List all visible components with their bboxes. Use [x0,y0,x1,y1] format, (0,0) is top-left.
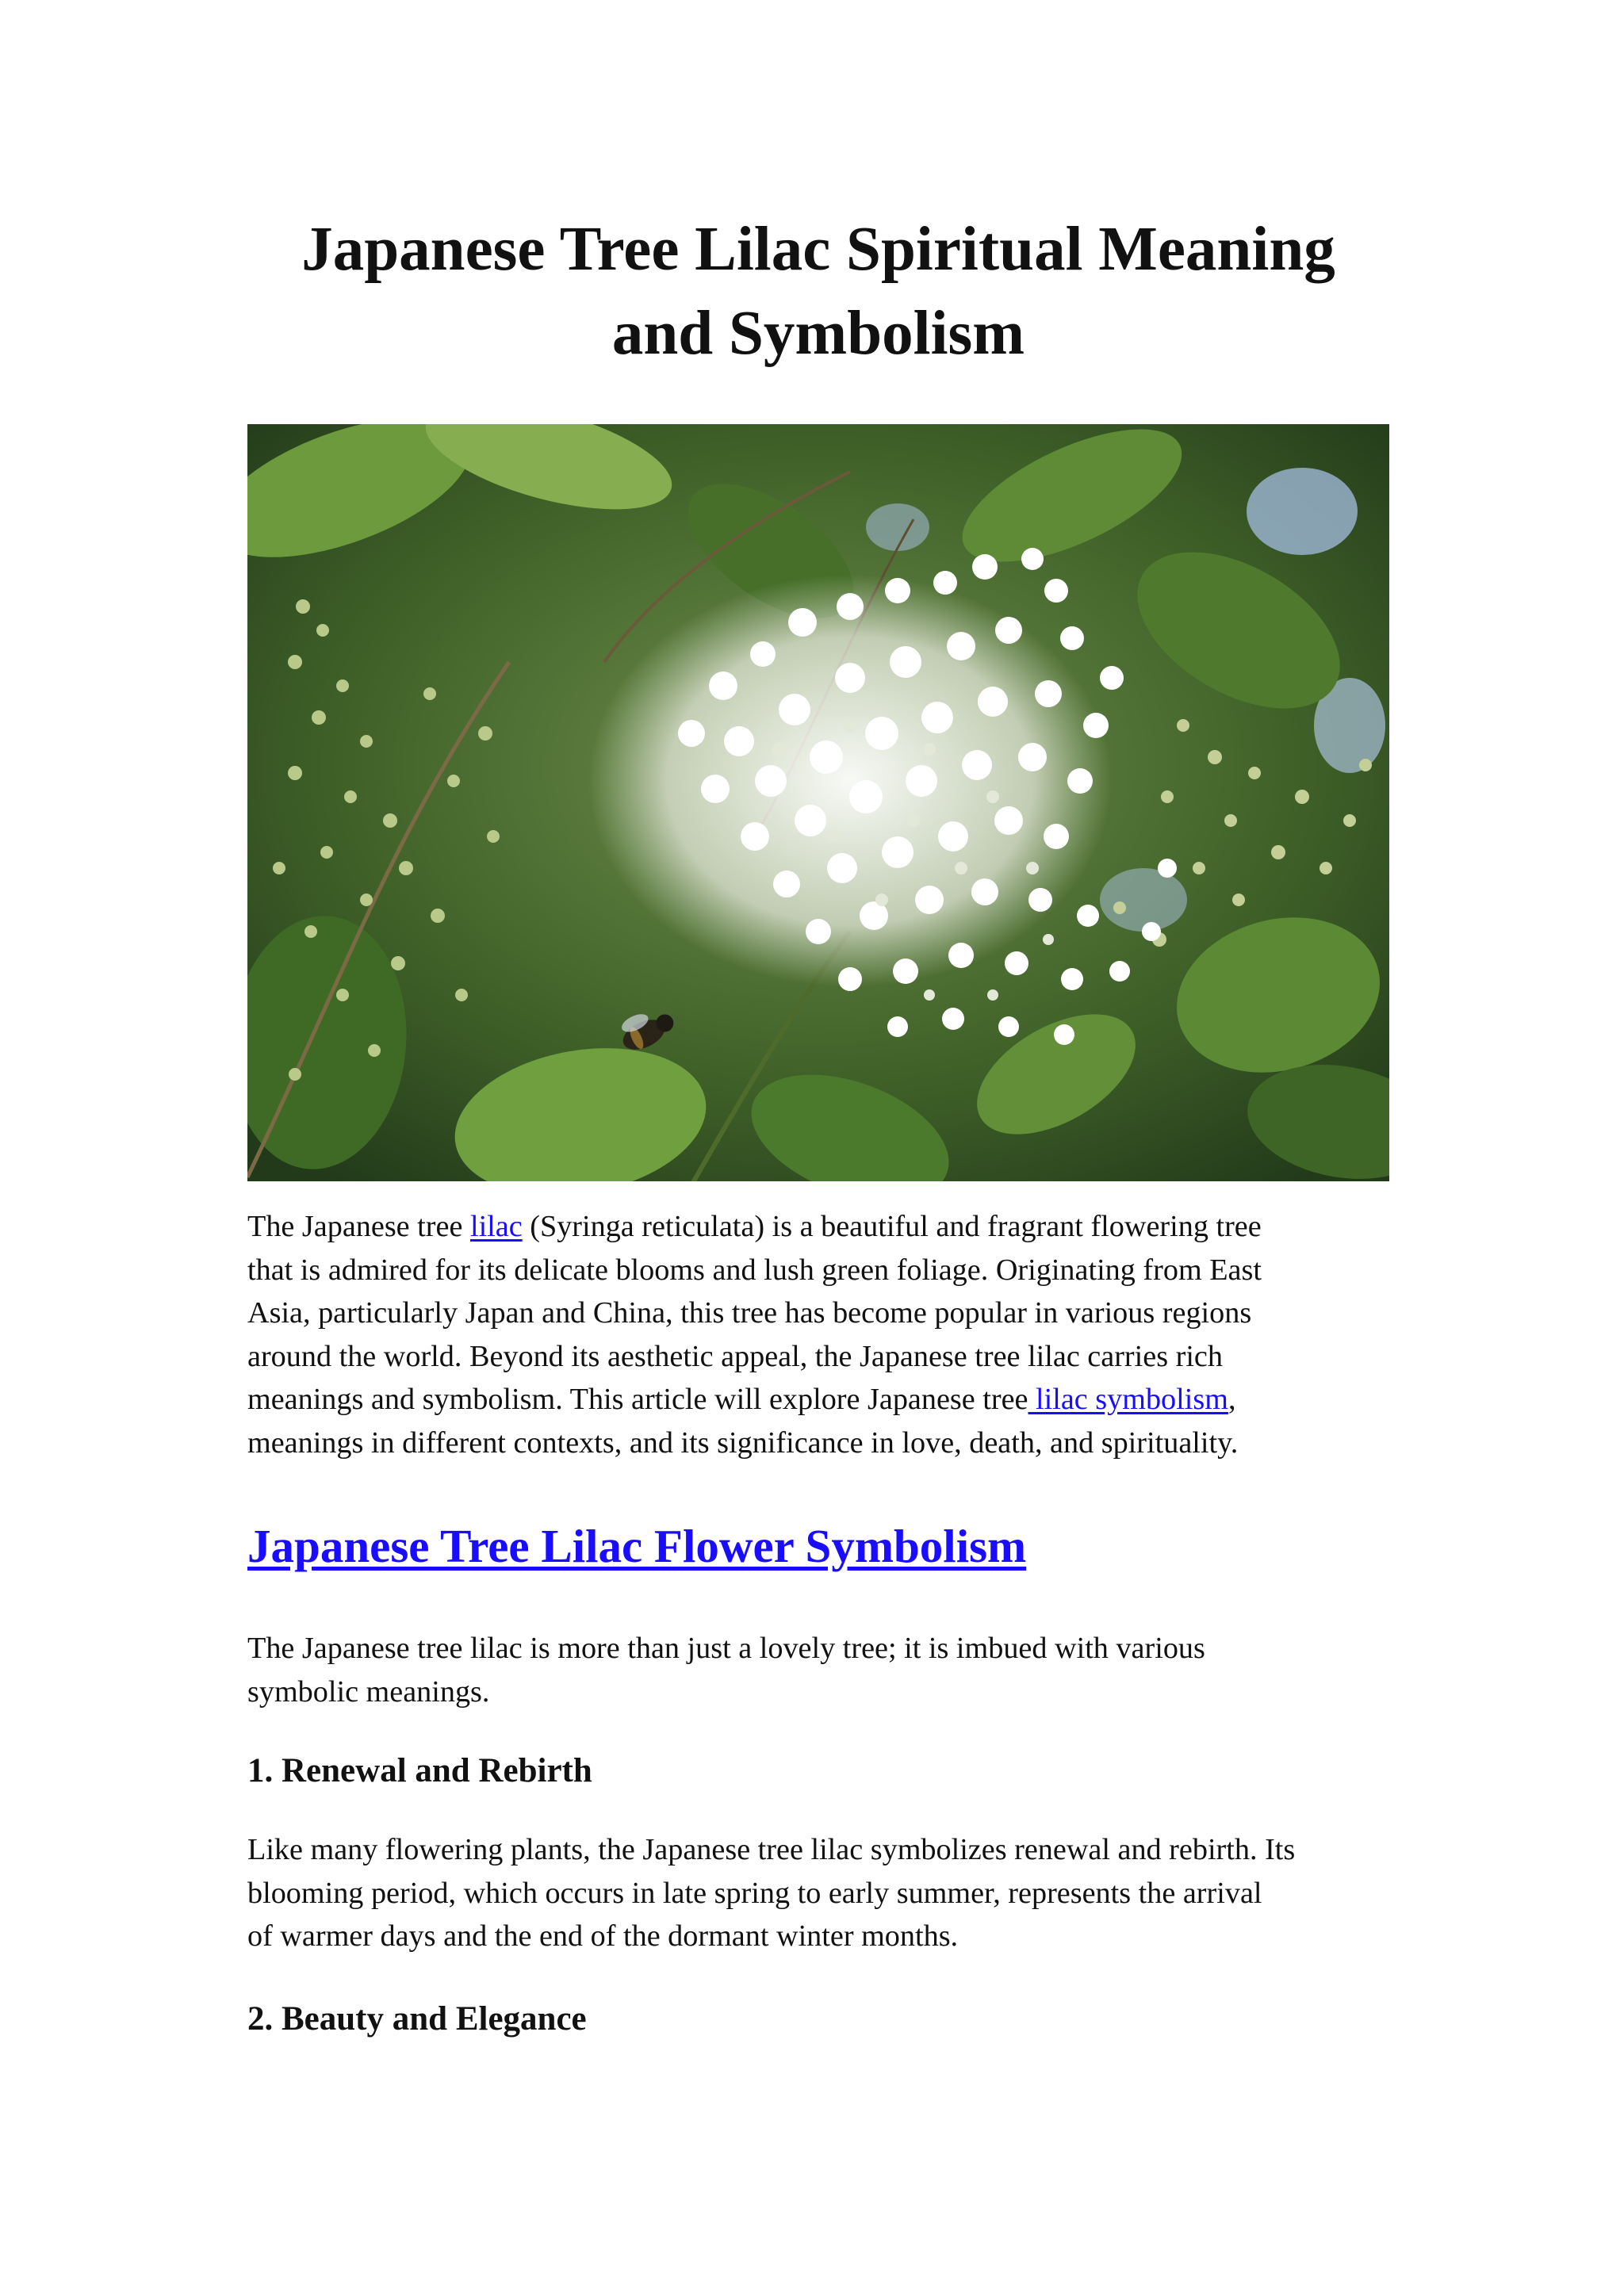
renewal-line-3: of warmer days and the end of the dormant winter months. [247,1919,959,1953]
hero-image [247,424,1389,1181]
intro-line-5-post: , [1228,1383,1236,1416]
title-line-2: and Symbolism [611,299,1025,368]
lilac-symbolism-link[interactable]: lilac symbolism [1028,1383,1228,1416]
intro-line-4: around the world. Beyond its aesthetic appeal, the Japanese tree lilac carries rich [247,1339,1223,1373]
renewal-rebirth-paragraph [247,1828,1389,1958]
intro-line-2: that is admired for its delicate blooms and lush green foliage. Originating from East [247,1253,1262,1287]
subheading-renewal-rebirth: 1. Renewal and Rebirth [247,1752,592,1789]
section-intro-line-2: symbolic meanings. [247,1674,490,1709]
subheading-beauty-elegance: 2. Beauty and Elegance [247,2000,587,2038]
renewal-line-2: blooming period, which occurs in late spring to early summer, represents the arrival [247,1876,1262,1910]
page-title [247,208,1389,376]
section-intro-paragraph [247,1627,1389,1713]
intro-paragraph [247,1205,1389,1464]
section-intro-line-1: The Japanese tree lilac is more than just a lovely tree; it is imbued with various [247,1632,1205,1665]
section-heading-link[interactable]: Japanese Tree Lilac Flower Symbolism [247,1520,1027,1572]
lilac-link[interactable]: lilac [469,1210,523,1243]
intro-line-5-pre: meanings and symbolism. This article will explore Japanese tree [247,1383,1028,1416]
title-line-1: Japanese Tree Lilac Spiritual Meaning [301,215,1335,284]
intro-line-6: meanings in different contexts, and its significance in love, death, and spirituality. [247,1425,1239,1460]
intro-line-1-post: (Syringa reticulata) is a beautiful and fragrant flowering tree [522,1210,1262,1243]
intro-line-1-pre: The Japanese tree [247,1210,470,1243]
renewal-line-1: Like many flowering plants, the Japanese tree lilac symbolizes renewal and rebirth. Its [247,1833,1296,1866]
intro-line-3: Asia, particularly Japan and China, this tree has become popular in various regions [247,1296,1252,1330]
